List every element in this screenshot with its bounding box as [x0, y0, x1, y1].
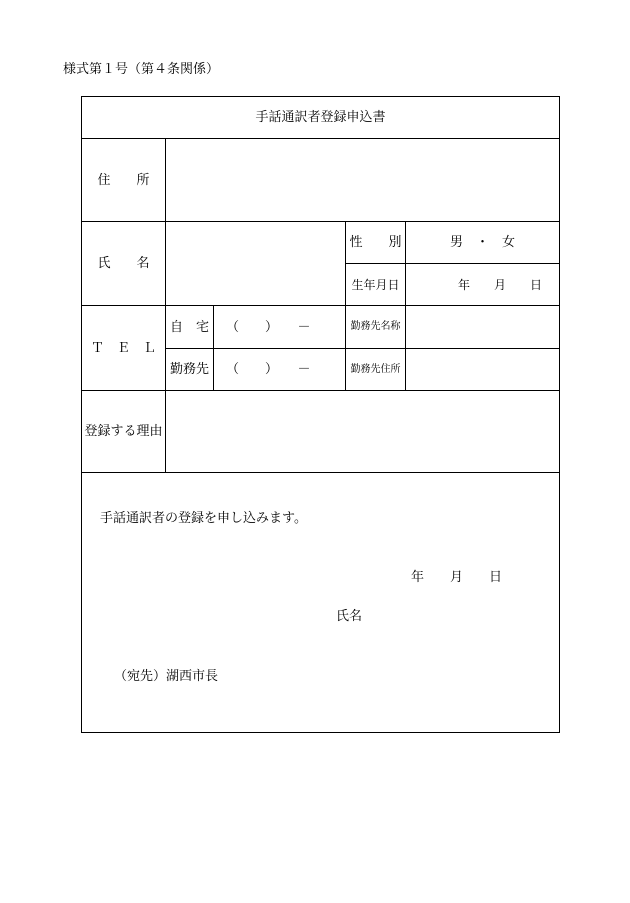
addressee: （宛先）湖西市長 [114, 668, 219, 684]
applicant-name-label: 氏名 [336, 608, 363, 624]
name-label: 氏 名 [97, 256, 150, 271]
workplace-name-field[interactable] [406, 306, 559, 348]
birthdate-label: 生年月日 [351, 277, 400, 292]
application-form [81, 96, 560, 733]
address-label: 住 所 [97, 172, 150, 188]
applicant-name-field[interactable] [366, 603, 546, 629]
sex-options[interactable]: 男 ・ 女 [449, 235, 515, 250]
tel-label: Ｔ Ｅ Ｌ [90, 340, 156, 356]
reason-field[interactable] [166, 391, 559, 472]
form-number: 様式第１号（第４条関係） [63, 62, 220, 77]
rule-below-reason [82, 472, 559, 473]
workplace-address-field[interactable] [406, 349, 559, 390]
workplace-label: 勤務先 [169, 362, 209, 377]
reason-label: 登録する理由 [84, 424, 163, 439]
name-field[interactable] [166, 222, 345, 305]
home-phone-field[interactable]: （ ） － [226, 319, 311, 335]
workplace-name-label: 勤務先名称 [350, 321, 401, 332]
form-title: 手話通訳者登録申込書 [255, 110, 386, 125]
declaration-text: 手話通訳者の登録を申し込みます。 [100, 510, 307, 526]
address-field[interactable] [166, 139, 559, 221]
declaration-date[interactable]: 年 月 日 [411, 569, 503, 585]
sex-label: 性 別 [349, 235, 402, 250]
work-phone-field[interactable]: （ ） － [226, 362, 311, 377]
home-label: 自 宅 [169, 319, 209, 335]
birthdate-field[interactable]: 年 月 日 [457, 277, 542, 292]
workplace-address-label: 勤務先住所 [350, 363, 401, 375]
